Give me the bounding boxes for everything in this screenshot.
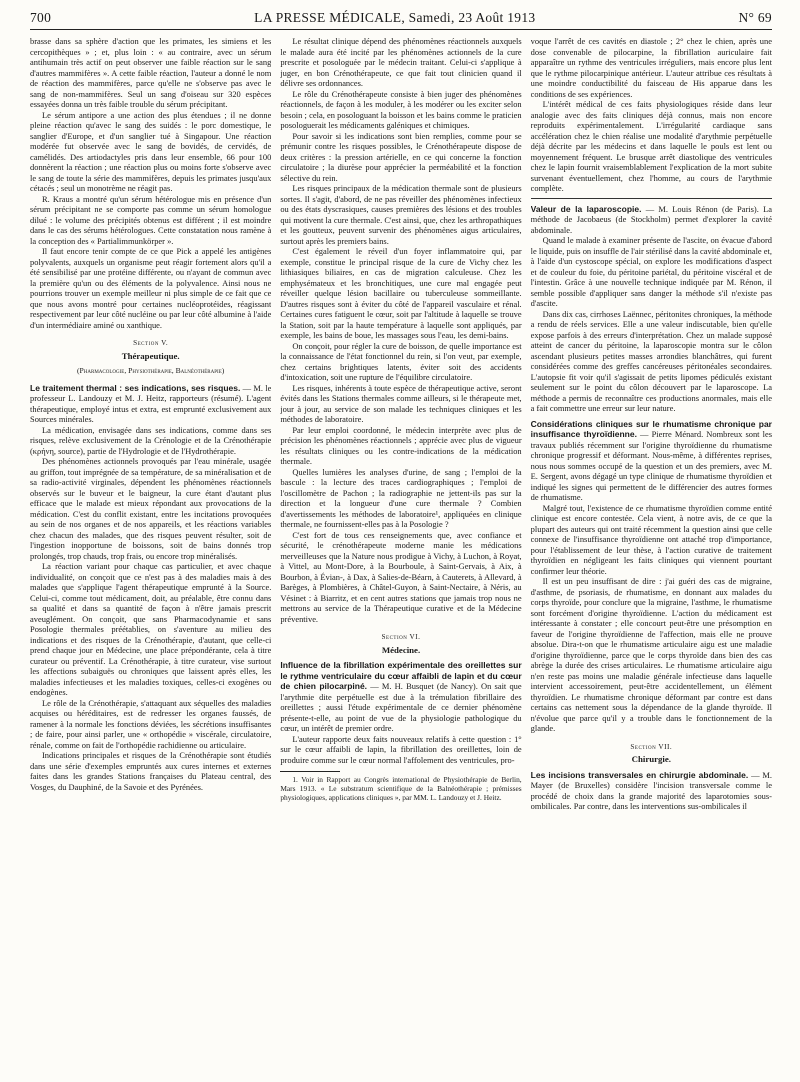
paragraph: C'est fort de tous ces renseignements que, avec confiance et sécurité, le crénothérapeute moderne manie les médications merveilleuses que la Nature nous prodigue à Vichy, à Luchon, à Royat, à Vittel, au Mont-Dore, à la Bourboule, à Saint-Gervais, à Aix, à Bourbon, à Évian-, à Dax, à Salies-de-Béarn, à Cauterets, à Allevard, à Barèges, à Plombières, à Châtel-Guyon, à Saint-Nectaire, à Néris, au Vésinet : à Biarritz, et en cent autres stations que jamais trop nous ne mettrons au service de la Thérapeutique curative et de la Médecine préventive. bbox=[280, 529, 522, 624]
paragraph: La réaction variant pour chaque cas particulier, et avec chaque individualité, on conçoit que ce n'est pas à des maladies mais à des malades que s'applique l'agent thérapeutique emprunté à la Source. Celui-ci, comme tout médicament, doit, au préalable, être connu dans sa qualité et dans sa quantité de façon à n'être jamais prescrit aveuglément. On conçoit, que sans Pharmacodynamie et sans Posologie thermales préétablies, on s'aventure au milieu des indications et des risques de la Crénothérapie, d'autant, que celle-ci prend chaque jour en Médecine, une place prépondérante, cela à titre curateur ou préventif. La Crénothérapie, à titre curateur, vise surtout les affections subaiguës ou chroniques que laissent après elles, les maladies infectieuses et les maladies toxiques, celles-ci exogènes ou endogènes. bbox=[30, 561, 272, 697]
column-2 bbox=[280, 36, 521, 1076]
paragraph: La médication, envisagée dans ses indications, comme dans ses risques, relève exclusivement de la Crénologie et de la Crénothérapie (κρήνη, source), partie de l'Hydrologie et de l'Hydrothérapie. bbox=[30, 424, 272, 456]
paragraph: Le rôle de la Crénothérapie, s'attaquant aux séquelles des maladies acquises ou héréditaires, est de redresser les organes faussés, de ramener à la normale les fonctions déviées, les sécrétions insuffisantes ; de faire, pour ainsi parler, une « orthopédie » viscérale, circulatoire, rénale, comme on fait de l'orthopédie rachidienne ou articulaire. bbox=[30, 697, 272, 750]
journal-title: LA PRESSE MÉDICALE, Samedi, 23 Août 1913 bbox=[254, 10, 536, 25]
footnote: 1. Voir in Rapport au Congrès international de Physiothérapie de Berlin, Mars 1913. « Le substratum scientifique de la Balnéothérapie ; prémisses physiologiques, applications cliniques », par MM. L. Landouzy et J. Heitz. bbox=[280, 775, 522, 802]
paragraph: brasse dans sa sphère d'action que les primates, les simiens et les cercopithèques » ; et, plus loin : « au contraire, avec un sérum antihumain très actif on peut observer une faible réaction sur le sang d'autres mammifères ». A cette faible réaction, l'auteur a donné le nom de réaction des mammifères, parce qu'elle ne s'observe pas avec le sang de non-mammifères. Seul un sang d'oiseau sur 320 espèces essayées donna un très faible trouble du sérum précipitant. bbox=[30, 36, 272, 109]
paragraph: Dans dix cas, cirrhoses Laënnec, péritonites chroniques, la méthode a rendu de réels services. Elle a une valeur indiscutable, bien qu'elle expose parfois à des erreurs d'interprétation. Chez un malade supposé atteint de cancer du péritoine, la laparoscopie montra sur le côlon ascendant plusieurs petites masses arrondies blanchâtres, qui furent considérées comme des greffes cancéreuses péritonéales secondaires. L'autopsie fit voir qu'il s'agissait de petits lipomes pédiculés existant seulement sur le point du côlon découvert par le laparoscope. La méthode a permis de reconnaître ces productions anormales, mais elle a fait commettre une erreur sur leur nature. bbox=[530, 308, 772, 413]
section-label: Section VI. bbox=[381, 633, 421, 641]
article-heading: Le traitement thermal : ses indications, ses risques. bbox=[30, 382, 241, 393]
paragraph: L'auteur rapporte deux faits nouveaux relatifs à cette question : 1° sur le cœur affaibli de lapin, la fibrillation des oreillettes, loin de produire comme sur le cœur normal l'affolement des ventricules, pro- bbox=[280, 733, 522, 765]
paragraph: Il est un peu insuffisant de dire : j'ai guéri des cas de migraine, d'asthme, de psoriasis, de rhumatisme, en donnant aux malades du corps thyroïde, pour conclure que la migraine, l'asthme, le rhumatisme sont forcément d'origine thyroïdienne. L'action du médicament est intéressante à constater ; elle concourt peut-être une présomption en faveur de l'origine thyroïdienne de l'affection, mais elle ne prouve absolue. Dira-t-on que le rhumatisme articulaire aigu est une maladie d'origine thyroïdienne, parce que le corps thyroïde dans bien des cas abrège la durée des crises articulaires. Le rhumatisme articulaire aigu n'en reste pas moins une maladie générale infectieuse dans laquelle intervient accessoirement, peut-être accidentellement, un élément thyroïdien. Le rhumatisme chronique déformant par contre est dans certains cas nettement sous la dépendance de la glande thyroïde. Il n'évolue que parce qu'il y a trouble dans le fonctionnement de la glande. bbox=[530, 576, 772, 733]
paragraph: Le sérum antipore a une action des plus étendues ; il ne donne pleine réaction qu'avec le sang des suidés : le porc domestique, le sanglier d'Europe, et d'un sanglier tué à Singapour. Une réaction modérée fut observée avec le sang de bovidés, de cervidés, de camélidés. Des artiodactyles pris dans leur ensemble, 66 pour 100 donnèrent la réaction ; une réaction plus ou moins forte s'observe avec le sang de toute la série des mammifères, depuis les primates jusqu'aux cétacés ; seul un monotrème ne réagit pas. bbox=[30, 109, 272, 193]
section-title: Médecine. bbox=[381, 644, 421, 655]
article-heading: Les incisions transversales en chirurgie abdominale. bbox=[530, 769, 749, 780]
paragraph: Le rôle du Crénothérapeute consiste à bien juger des phénomènes réactionnels, de façon à les moduler, à les modérer ou les exciter selon besoin ; cela, en posologuant la boisson et les bains comme le praticien posologuerait les médicaments galéniques et chimiques. bbox=[280, 88, 522, 130]
article-heading: Considérations cliniques sur le rhumatisme chronique par insuffisance thyroïdienne. bbox=[530, 418, 772, 439]
article-intro-text: — M. Mayer (de Bruxelles) considère l'incision transversale comme le procédé de choix dans la grande majorité des laparotomies sous-ombilicales. Par contre, dans les interventions sus-ombilicales il bbox=[530, 769, 772, 811]
paragraph: Quelles lumières les analyses d'urine, de sang ; l'emploi de la bascule : la lecture des traces cardiographiques ; l'emploi de l'oscillomètre de Pachon ; la radiographie ne jettent-ils pas sur la direction et la longueur d'une cure thermale ? Combien d'avertissements les méthodes de laboratoire¹, appliquées en clinique thermale, ne fournissent-elles pas à la Posologie ? bbox=[280, 466, 522, 529]
article-separator bbox=[531, 198, 772, 199]
paragraph: Il faut encore tenir compte de ce que Pick a appelé les antigènes polyvalents, auxquels un organisme peut réagir fortement alors qu'il a été sensibilisé par une protéine différente, ou n'ayant de commun avec la première qu'un ou des éléments de la polyvalence. Ainsi nous ne pourrions trouver un exemple meilleur ni plus simple de ce fait que ce que nous avons montré pour certaines nucléoprotéides, réagissant respectivement par leur côté nucléine ou par leur côté albumine à l'aide d'un intermédiaire aminé ou xanthique. bbox=[30, 246, 272, 330]
article-intro-text: — Pierre Ménard. Nombreux sont les travaux publiés récemment sur l'origine thyroïdienne du rhumatisme chronique progressif et déformant. Nous-même, à différentes reprises, nous nous sommes occupé de la question et un des premiers, avec M. E. Sergent, avons dégagé un type clinique de rhumatisme thyroïdien et indiqué les signes qui permettent de le différencier des autres formes de rhumatisme. bbox=[530, 429, 772, 502]
issue-number: N° 69 bbox=[738, 10, 772, 25]
article-heading: Valeur de la laparoscopie. bbox=[530, 203, 642, 214]
paragraph: Malgré tout, l'existence de ce rhumatisme thyroïdien comme entité clinique est encore contestée. Cela vient, à notre avis, de ce que la plupart des auteurs qui ont traité récemment la question ainsi que celle connexe de l'insuffisance thyroïdienne ont attaché trop d'importance, pour l'établissement de leur thèse, à l'action curative de traitement thyroïdien en négligeant les faits cliniques qui viennent pourtant confirmer leur théorie. bbox=[530, 502, 772, 576]
section-title: Thérapeutique. bbox=[121, 350, 180, 361]
article-intro bbox=[531, 770, 772, 812]
article-intro bbox=[531, 419, 772, 503]
section-label: Section VII. bbox=[630, 742, 673, 751]
paragraph: Indications principales et risques de la Crénothérapie sont étudiés dans une série d'exemples empruntés aux cures internes et externes faites dans les grandes Stations françaises du Plateau central, des Vosges, du Dauphiné, de la Savoie et des Pyrénées. bbox=[30, 750, 272, 792]
article-intro-text: — M. Louis Rénon (de Paris). La méthode de Jacobaeus (de Stockholm) permet d'explorer la cavité abdominale. bbox=[530, 203, 772, 235]
paragraph: Quand le malade à examiner présente de l'ascite, on évacue d'abord le liquide, puis on insuffle de l'air stérilisé dans la cavité abdominale et, à l'aide d'un cystoscope spécial, on explore les modifications d'aspect et de couleur du foie, du péritoine pariétal, du péritoine viscéral et de l'intestin. Grâce à une nouvelle technique indiquée par M. Rénon, il semble possible d'appliquer sans danger la méthode s'il n'existe pas d'ascite. bbox=[530, 235, 772, 308]
paragraph: Par leur emploi coordonné, le médecin interprète avec plus de précision les phénomènes réactionnels ; apprécie avec plus de vigueur les résultats cliniques ou les contre-indications de la médication thermale. bbox=[280, 424, 522, 466]
paragraph: Les risques, inhérents à toute espèce de thérapeutique active, seront évités dans les Stations thermales comme ailleurs, si le thérapeute met, jour à jour, au service de son malade les techniques cliniques et les méthodes de laboratoire. bbox=[280, 382, 522, 424]
paragraph: C'est également le réveil d'un foyer inflammatoire qui, par exemple, constitue le principal risque de la cure de Vichy chez les lithiasiques biliaires, en cas de migration calculeuse. Chez les emphysémateux et les bronchitiques, une cure mal engagée peut réveiller quelque lésion bacillaire ou tuberculeuse sommeillante. D'autres risques sont à éviter du côté de l'appareil vasculaire et rénal. Certaines cures fatiguent le cœur, soit par l'altitude à laquelle se trouve la Station, soit par la haute température à laquelle sont appliqués, par exemple, les bains de boue, les massages sous l'eau, les demi-bains. bbox=[280, 246, 522, 340]
paragraph: L'intérêt médical de ces faits physiologiques réside dans leur analogie avec des faits cliniques déjà connus, mais non encore reproduits expérimentalement. L'irrégularité cardiaque sans accélération chez le chien réalise une modalité d'arythmie perpétuelle déjà décrite par les médecins et dans laquelle le pouls est lent ou moyennement fréquent. Le brusque arrêt diastolique des ventricules chez le lapin fournit vraisemblablement l'explication de la mort subite survenant éventuellement, chez l'homme, au cours de l'arythmie complète. bbox=[530, 99, 772, 193]
section-title: Chirurgie. bbox=[631, 754, 671, 764]
article-intro bbox=[280, 660, 521, 734]
paragraph: Des phénomènes actionnels provoqués par l'eau minérale, usagée au griffon, tout imprégnée de sa température, de sa minéralisation et de sa radio-activité virginales, dépendent les phénomènes réactionnels observés sur le buveur et le baigneur, la cure étant d'autant plus efficace que le malade est mieux répondant aux provocations de la médication. C'est du conflit existant, entre les incitations provoquées au sein de nos organes et de nos appareils, et les réactions variables chez chacun des malades, que des risques peuvent résulter, soit de l'ingestion inopportune de boissons, soit de bains donnés trop prolongés, trop chauds, trop frais, ou encore trop minéralisés. bbox=[30, 456, 272, 561]
paragraph: Le résultat clinique dépend des phénomènes réactionnels auxquels le malade aura été incité par les phénomènes actionnels de la cure prescrite et posologuée par le médecin traitant. Celui-ci s'applique à juger, en bon Crénothérapeute, ce que fait tout clinicien quand il délivre ses ordonnances. bbox=[280, 36, 522, 88]
column-1 bbox=[30, 36, 271, 1076]
paragraph: On conçoit, pour régler la cure de boisson, de quelle importance est la connaissance de l'état fonctionnel du rein, si l'on veut, par exemple, chez certains brightiques latents, éviter soit des accidents d'intoxication, soit une rupture de l'équilibre circulatoire. bbox=[280, 340, 522, 382]
article-intro-text: — M. le professeur L. Landouzy et M. J. Heitz, rapporteurs (résumé). L'agent thérapeutique, employé intus et extra, est emprunté exclusivement aux Sources minérales. bbox=[30, 382, 272, 424]
paragraph: voque l'arrêt de ces cavités en diastole ; 2° chez le chien, après une dose convenable de pilocarpine, la fibrillation auriculaire fait apparaître un rythme des ventricules irréguliers, mais encore plus lent que le rythme pilocarpinique antérieur. L'auteur attribue ces résultats à une moindre conductibilité du faisceau de His apparue dans les conditions de ses expériences. bbox=[530, 36, 772, 99]
article-intro bbox=[531, 204, 772, 236]
section-subtitle: (Pharmacologie, Physiothérapie, Balnéothérapie) bbox=[77, 366, 225, 375]
page-number: 700 bbox=[30, 10, 52, 25]
text-columns bbox=[30, 36, 772, 1076]
page-header bbox=[30, 10, 772, 30]
article-heading: Influence de la fibrillation expérimentale des oreillettes sur le rythme ventriculaire du cœur affaibli de lapin et du cœur de chien pilocarpiné. bbox=[280, 660, 522, 691]
paragraph: R. Kraus a montré qu'un sérum hétérologue mis en présence d'un sérum précipitant ne se comporte pas comme un sérum homologue dilué : le volume des précipités obtenus est différent ; il est moindre dans le cas des sérums hétérologues. Cette constatation nous ramène à la conception des « Partialimmunkörper ». bbox=[30, 193, 272, 246]
paragraph: Les risques principaux de la médication thermale sont de plusieurs sortes. Il s'agit, d'abord, de ne pas réveiller des phénomènes infectieux ou des états dyscrasiques, causes premières des lésions et des troubles qui motivent la cure thermale. C'est ainsi, que, chez les arthropathiques et les goutteux, peuvent survenir des phénomènes aigus articulaires, surtout après les premiers bains. bbox=[280, 183, 522, 246]
article-intro bbox=[30, 383, 271, 425]
section-label: Section V. bbox=[133, 339, 169, 347]
paragraph: Pour savoir si les indications sont bien remplies, comme pour se prémunir contre les risques possibles, le Crénothérapeute dispose de deux critères : la pression artérielle, en ce qui concerne la fonction circulatoire ; la diurèse pour apprécier la perméabilité et la fonction sélective du rein. bbox=[280, 130, 522, 183]
footnote-rule bbox=[280, 771, 340, 772]
article-intro-text: — M. H. Busquet (de Nancy). On sait que l'arythmie dite perpétuelle est due à la trémulation fibrillaire des oreillettes ; aussi l'étude expérimentale de ce dernier phénomène présente-t-elle, au point de vue de la physiologie pathologique du cœur, un intérêt de premier ordre. bbox=[280, 681, 522, 733]
column-3 bbox=[531, 36, 772, 1076]
